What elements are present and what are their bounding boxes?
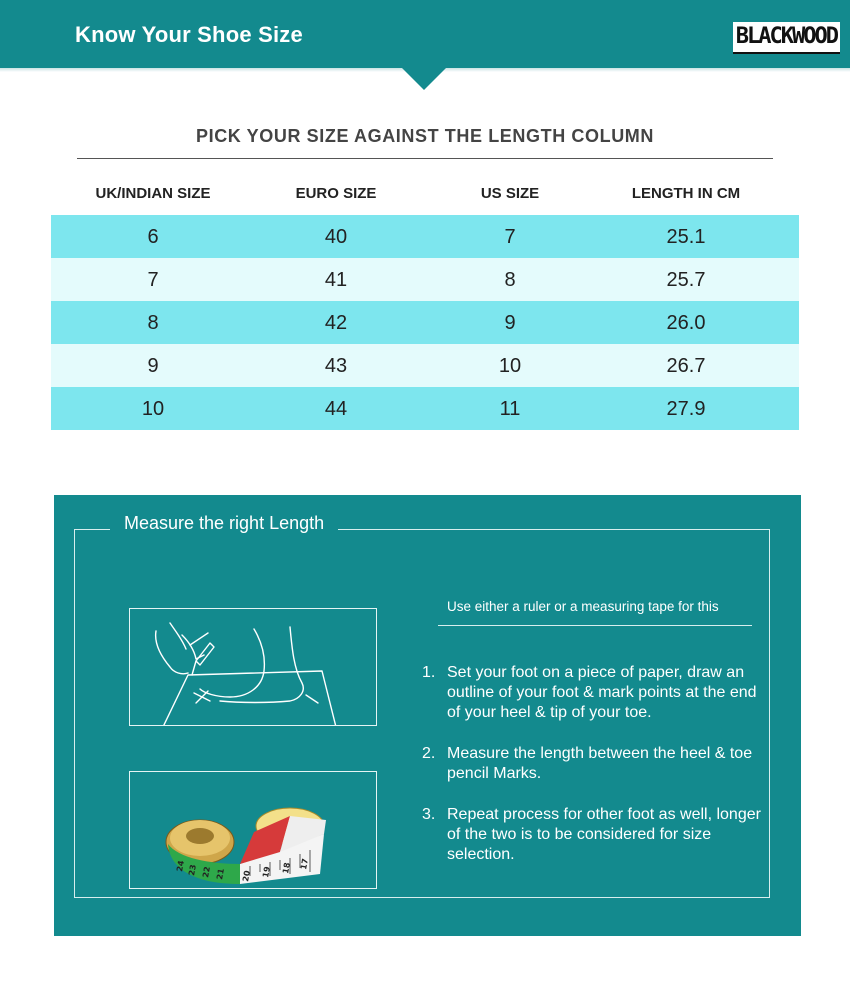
step-number: 1. [422, 664, 436, 681]
header-euro-size: EURO SIZE [295, 185, 377, 202]
header-notch [402, 68, 446, 90]
cell-us-size: 8 [504, 269, 516, 291]
cell-length-cm: 26.0 [666, 312, 706, 334]
header-bar [0, 0, 850, 68]
cell-us-size: 10 [498, 355, 522, 377]
table-subtitle: PICK YOUR SIZE AGAINST THE LENGTH COLUMN [195, 126, 654, 146]
step-item [422, 744, 772, 784]
step-number: 2. [422, 745, 436, 762]
measuring-tape-icon [130, 772, 376, 888]
cell-euro-size: 43 [324, 355, 348, 377]
header-uk-size: UK/INDIAN SIZE [95, 185, 211, 202]
foot-outline-illustration [129, 608, 377, 726]
cell-euro-size: 44 [324, 398, 348, 420]
step-text: Repeat process for other foot as well, longer of the two is to be considered for size selection. [447, 806, 761, 863]
cell-length-cm: 25.1 [666, 226, 706, 248]
cell-us-size: 9 [504, 312, 516, 334]
measure-steps [422, 663, 772, 886]
tape-number: 22 [201, 865, 212, 879]
cell-length-cm: 26.7 [666, 355, 706, 377]
cell-euro-size: 42 [324, 312, 348, 334]
cell-uk-size: 9 [147, 355, 159, 377]
table-row [51, 301, 799, 344]
tape-number: 23 [187, 863, 198, 877]
header-us-size: US SIZE [480, 185, 540, 202]
cell-uk-size: 6 [147, 226, 159, 248]
tape-number: 24 [175, 859, 186, 873]
tape-number: 21 [215, 867, 226, 881]
measure-title: Measure the right Length [110, 513, 338, 534]
tape-number: 19 [261, 865, 272, 879]
measuring-tape-illustration [129, 771, 377, 889]
foot-drawing-icon [130, 609, 376, 725]
subtitle-divider [77, 158, 773, 159]
tape-number: 18 [281, 861, 292, 875]
size-table [51, 215, 799, 430]
cell-euro-size: 40 [324, 226, 348, 248]
cell-us-size: 7 [504, 226, 516, 248]
step-item [422, 663, 772, 723]
hint-divider [438, 625, 752, 626]
cell-length-cm: 27.9 [666, 398, 706, 420]
step-text: Set your foot on a piece of paper, draw an outline of your foot & mark points at the end of your heel & tip of your toe. [447, 664, 757, 721]
header-length-cm: LENGTH IN CM [631, 185, 741, 202]
cell-euro-size: 41 [324, 269, 348, 291]
step-item [422, 805, 772, 865]
measure-panel [54, 495, 801, 936]
table-row [51, 215, 799, 258]
step-text: Measure the length between the heel & toe pencil Marks. [447, 745, 753, 782]
measure-frame [74, 529, 770, 898]
table-row [51, 258, 799, 301]
table-row [51, 344, 799, 387]
cell-uk-size: 10 [141, 398, 165, 420]
brand-logo: BLACKWOOD [733, 22, 840, 54]
cell-us-size: 11 [499, 398, 521, 420]
size-table-header [51, 185, 799, 207]
tape-number: 20 [241, 869, 252, 883]
step-number: 3. [422, 806, 436, 823]
table-row [51, 387, 799, 430]
tape-number: 17 [299, 857, 310, 871]
measure-hint: Use either a ruler or a measuring tape for this [447, 599, 719, 614]
cell-uk-size: 8 [147, 312, 159, 334]
cell-uk-size: 7 [147, 269, 159, 291]
cell-length-cm: 25.7 [666, 269, 706, 291]
page-title: Know Your Shoe Size [75, 22, 303, 47]
